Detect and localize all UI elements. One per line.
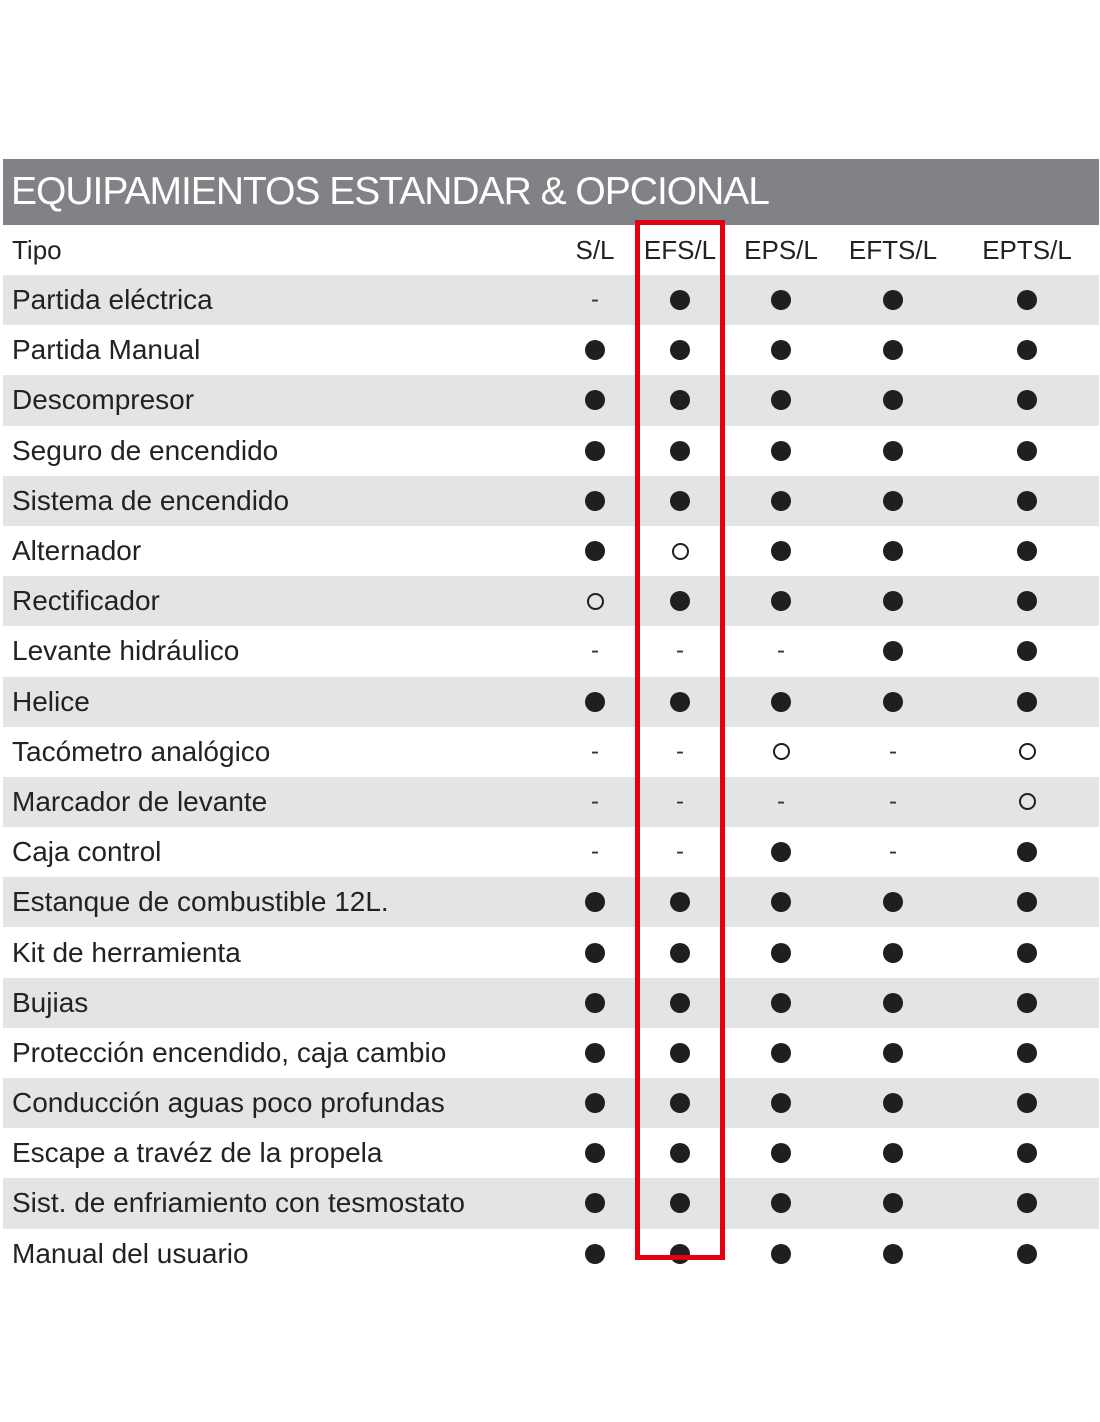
standard-dot-icon [883, 892, 903, 912]
standard-dot-icon [771, 491, 791, 511]
table-cell [967, 1178, 1087, 1228]
table-row [3, 626, 1099, 676]
table-cell [833, 626, 953, 676]
standard-dot-icon [670, 892, 690, 912]
standard-dot-icon [585, 1093, 605, 1113]
standard-dot-icon [585, 1143, 605, 1163]
standard-dot-icon [670, 1193, 690, 1213]
table-cell [833, 526, 953, 576]
table-cell [721, 1229, 841, 1279]
row-label: Levante hidráulico [12, 635, 240, 667]
table-row [3, 827, 1099, 877]
table-row [3, 1229, 1099, 1279]
standard-dot-icon [771, 340, 791, 360]
standard-dot-icon [771, 1093, 791, 1113]
standard-dot-icon [670, 692, 690, 712]
table-cell [833, 325, 953, 375]
header-col-epsl: EPS/L [744, 234, 818, 265]
optional-circle-icon [672, 543, 689, 560]
standard-dot-icon [585, 441, 605, 461]
table-row [3, 576, 1099, 626]
row-label: Manual del usuario [12, 1237, 249, 1269]
row-label: Sistema de encendido [12, 484, 290, 516]
standard-dot-icon [883, 290, 903, 310]
standard-dot-icon [1017, 1093, 1037, 1113]
table-row [3, 325, 1099, 375]
table-cell [721, 927, 841, 977]
standard-dot-icon [883, 993, 903, 1013]
standard-dot-icon [883, 692, 903, 712]
row-label: Partida eléctrica [12, 284, 213, 316]
standard-dot-icon [771, 541, 791, 561]
row-label: Escape a travéz de la propela [12, 1137, 383, 1169]
header-col-eptsl: EPTS/L [982, 234, 1072, 265]
row-label: Protección encendido, caja cambio [12, 1036, 447, 1068]
table-cell [967, 476, 1087, 526]
not-available-dash: - [591, 637, 599, 665]
table-cell [967, 1229, 1087, 1279]
optional-circle-icon [587, 593, 604, 610]
standard-dot-icon [883, 641, 903, 661]
standard-dot-icon [883, 1093, 903, 1113]
row-label: Conducción aguas poco profundas [12, 1087, 445, 1119]
table-row [3, 375, 1099, 425]
not-available-dash: - [777, 787, 785, 815]
table-row [3, 275, 1099, 325]
standard-dot-icon [1017, 692, 1037, 712]
standard-dot-icon [1017, 591, 1037, 611]
standard-dot-icon [585, 943, 605, 963]
table-cell [833, 827, 953, 877]
standard-dot-icon [1017, 340, 1037, 360]
not-available-dash: - [676, 838, 684, 866]
standard-dot-icon [1017, 1244, 1037, 1264]
standard-dot-icon [771, 892, 791, 912]
row-label: Tacómetro analógico [12, 735, 271, 767]
table-cell [721, 576, 841, 626]
not-available-dash: - [889, 737, 897, 765]
table-cell [721, 877, 841, 927]
table-cell [967, 978, 1087, 1028]
standard-dot-icon [1017, 390, 1037, 410]
standard-dot-icon [1017, 892, 1037, 912]
not-available-dash: - [591, 838, 599, 866]
standard-dot-icon [771, 1043, 791, 1063]
table-cell [967, 1128, 1087, 1178]
header-col-sl: S/L [575, 234, 615, 265]
standard-dot-icon [585, 340, 605, 360]
standard-dot-icon [883, 541, 903, 561]
standard-dot-icon [883, 491, 903, 511]
standard-dot-icon [1017, 491, 1037, 511]
standard-dot-icon [670, 993, 690, 1013]
table-cell [833, 1028, 953, 1078]
row-label: Bujias [12, 986, 89, 1018]
standard-dot-icon [1017, 943, 1037, 963]
optional-circle-icon [1019, 743, 1036, 760]
table-cell [833, 1229, 953, 1279]
standard-dot-icon [771, 290, 791, 310]
table-cell [721, 727, 841, 777]
table-cell [833, 1178, 953, 1228]
header-col-efsl: EFS/L [643, 234, 717, 265]
standard-dot-icon [585, 390, 605, 410]
standard-dot-icon [1017, 641, 1037, 661]
table-row [3, 1128, 1099, 1178]
table-cell [967, 927, 1087, 977]
table-cell [721, 777, 841, 827]
table-cell [967, 877, 1087, 927]
table-cell [833, 275, 953, 325]
table-cell [721, 1128, 841, 1178]
standard-dot-icon [883, 390, 903, 410]
table-row [3, 476, 1099, 526]
not-available-dash: - [889, 787, 897, 815]
standard-dot-icon [670, 943, 690, 963]
row-label: Kit de herramienta [12, 936, 241, 968]
row-label: Helice [12, 685, 90, 717]
table-header [3, 225, 1099, 275]
standard-dot-icon [585, 993, 605, 1013]
table-cell [833, 677, 953, 727]
standard-dot-icon [1017, 1193, 1037, 1213]
table-cell [833, 927, 953, 977]
standard-dot-icon [1017, 1043, 1037, 1063]
standard-dot-icon [670, 591, 690, 611]
standard-dot-icon [585, 892, 605, 912]
table-cell [721, 426, 841, 476]
table-cell [721, 325, 841, 375]
table-row [3, 877, 1099, 927]
table-cell [967, 526, 1087, 576]
not-available-dash: - [591, 737, 599, 765]
standard-dot-icon [771, 1244, 791, 1264]
table-cell [721, 677, 841, 727]
table-cell [967, 375, 1087, 425]
table-cell [833, 727, 953, 777]
table-row [3, 1078, 1099, 1128]
table-cell [967, 325, 1087, 375]
standard-dot-icon [883, 1143, 903, 1163]
not-available-dash: - [889, 838, 897, 866]
standard-dot-icon [771, 1193, 791, 1213]
table-cell [833, 476, 953, 526]
not-available-dash: - [777, 637, 785, 665]
standard-dot-icon [883, 1043, 903, 1063]
standard-dot-icon [585, 541, 605, 561]
standard-dot-icon [670, 1244, 690, 1264]
standard-dot-icon [1017, 842, 1037, 862]
table-cell [967, 727, 1087, 777]
header-type-label: Tipo [12, 234, 62, 265]
standard-dot-icon [883, 441, 903, 461]
standard-dot-icon [771, 390, 791, 410]
table-cell [967, 576, 1087, 626]
table-cell [967, 426, 1087, 476]
standard-dot-icon [670, 1043, 690, 1063]
standard-dot-icon [670, 1093, 690, 1113]
standard-dot-icon [771, 943, 791, 963]
not-available-dash: - [676, 637, 684, 665]
table-cell [967, 1028, 1087, 1078]
table-cell [721, 827, 841, 877]
table-row [3, 426, 1099, 476]
standard-dot-icon [585, 1193, 605, 1213]
standard-dot-icon [1017, 541, 1037, 561]
standard-dot-icon [1017, 993, 1037, 1013]
standard-dot-icon [883, 1193, 903, 1213]
standard-dot-icon [883, 591, 903, 611]
standard-dot-icon [883, 943, 903, 963]
standard-dot-icon [670, 491, 690, 511]
standard-dot-icon [670, 290, 690, 310]
row-label: Descompresor [12, 384, 195, 416]
header-col-eftsl: EFTS/L [848, 234, 938, 265]
standard-dot-icon [771, 692, 791, 712]
not-available-dash: - [676, 787, 684, 815]
row-label: Rectificador [12, 585, 160, 617]
table-cell [967, 626, 1087, 676]
standard-dot-icon [883, 340, 903, 360]
standard-dot-icon [771, 441, 791, 461]
table-cell [721, 526, 841, 576]
standard-dot-icon [771, 591, 791, 611]
standard-dot-icon [670, 390, 690, 410]
optional-circle-icon [773, 743, 790, 760]
table-cell [721, 1078, 841, 1128]
table-cell [833, 877, 953, 927]
table-row [3, 727, 1099, 777]
equipment-table-body [3, 275, 1099, 1279]
sheet-title: EQUIPAMIENTOS ESTANDAR & OPCIONAL [3, 159, 1099, 225]
table-row [3, 1028, 1099, 1078]
standard-dot-icon [1017, 441, 1037, 461]
table-cell [721, 375, 841, 425]
equipment-sheet [3, 159, 1099, 1279]
table-row [3, 677, 1099, 727]
standard-dot-icon [585, 1244, 605, 1264]
table-cell [967, 275, 1087, 325]
table-row [3, 927, 1099, 977]
table-cell [833, 978, 953, 1028]
not-available-dash: - [591, 286, 599, 314]
table-row [3, 978, 1099, 1028]
table-cell [833, 777, 953, 827]
table-cell [721, 275, 841, 325]
table-cell [967, 827, 1087, 877]
table-cell [833, 375, 953, 425]
row-label: Alternador [12, 535, 142, 567]
table-cell [833, 576, 953, 626]
table-cell [967, 677, 1087, 727]
table-cell [721, 626, 841, 676]
row-label: Sist. de enfriamiento con tesmostato [12, 1187, 465, 1219]
standard-dot-icon [771, 993, 791, 1013]
row-label: Estanque de combustible 12L. [12, 886, 389, 918]
standard-dot-icon [1017, 1143, 1037, 1163]
row-label: Marcador de levante [12, 785, 268, 817]
not-available-dash: - [591, 787, 599, 815]
standard-dot-icon [585, 692, 605, 712]
row-label: Seguro de encendido [12, 434, 279, 466]
table-cell [967, 777, 1087, 827]
standard-dot-icon [771, 1143, 791, 1163]
standard-dot-icon [771, 842, 791, 862]
standard-dot-icon [670, 1143, 690, 1163]
standard-dot-icon [670, 340, 690, 360]
row-label: Caja control [12, 836, 162, 868]
not-available-dash: - [676, 737, 684, 765]
table-cell [721, 1028, 841, 1078]
standard-dot-icon [1017, 290, 1037, 310]
table-cell [721, 1178, 841, 1228]
table-cell [721, 978, 841, 1028]
table-cell [833, 1078, 953, 1128]
row-label: Partida Manual [12, 334, 201, 366]
standard-dot-icon [883, 1244, 903, 1264]
table-cell [967, 1078, 1087, 1128]
table-cell [833, 1128, 953, 1178]
standard-dot-icon [670, 441, 690, 461]
table-row [3, 1178, 1099, 1228]
standard-dot-icon [585, 1043, 605, 1063]
table-row [3, 777, 1099, 827]
table-cell [721, 476, 841, 526]
table-cell [833, 426, 953, 476]
optional-circle-icon [1019, 793, 1036, 810]
standard-dot-icon [585, 491, 605, 511]
table-row [3, 526, 1099, 576]
